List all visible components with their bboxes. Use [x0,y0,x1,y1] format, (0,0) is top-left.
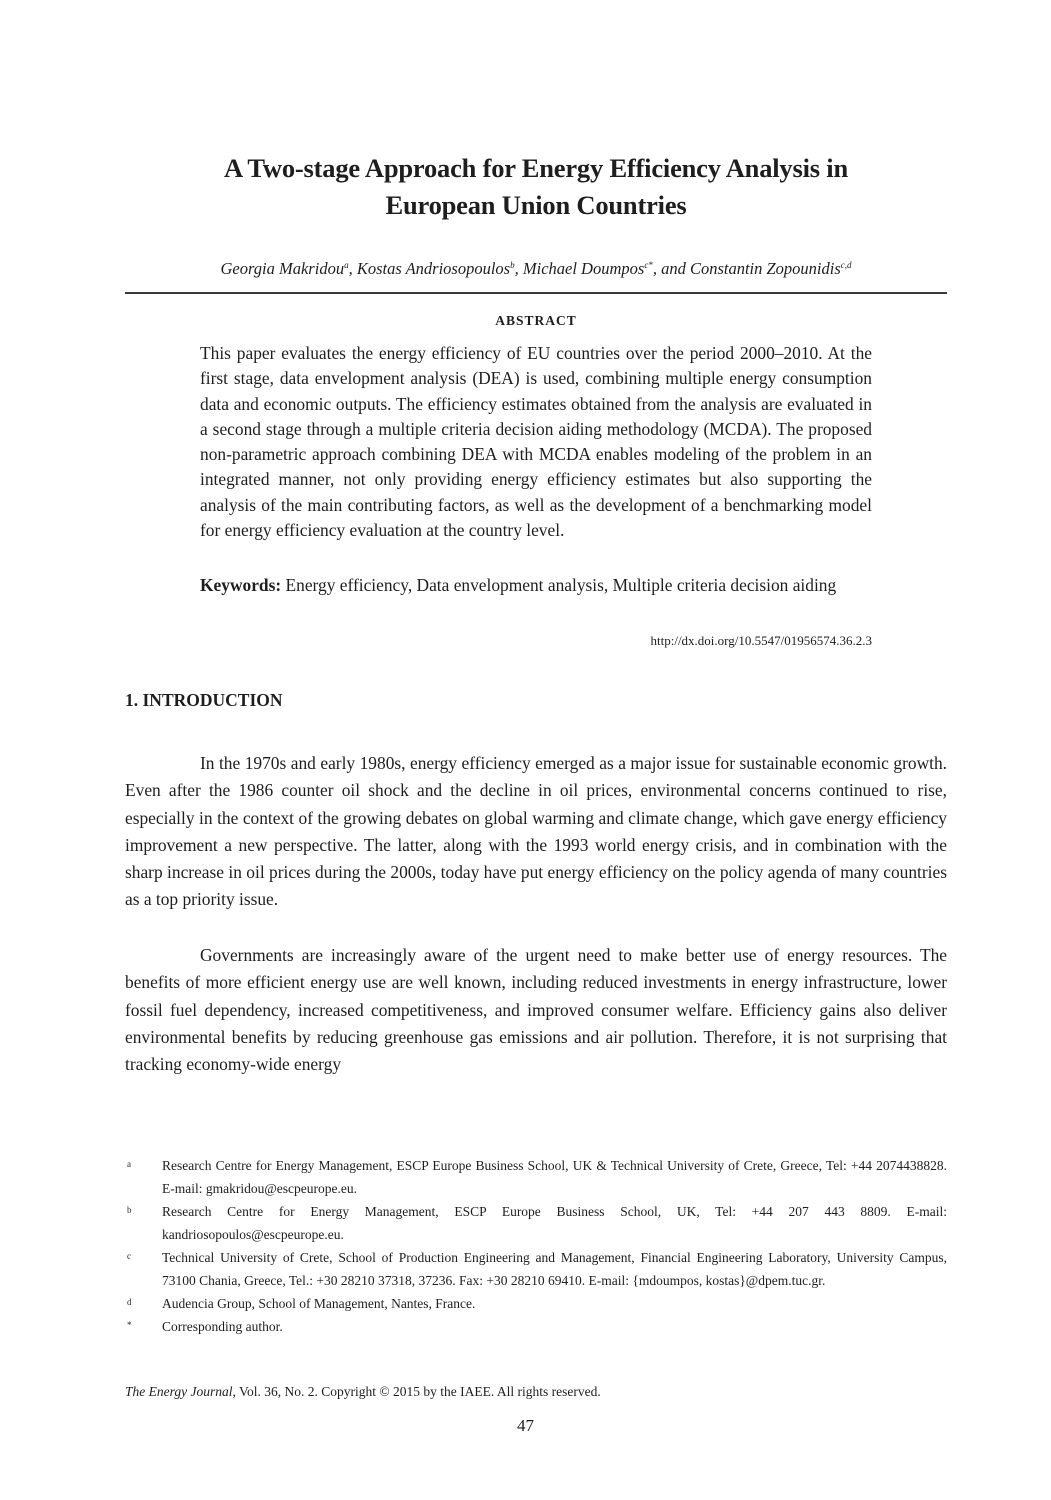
author-name: Constantin Zopounidis [689,259,841,278]
footnote-mark: a [127,1159,131,1169]
footnote-mark: b [127,1205,132,1215]
author-affiliation-mark: a [344,260,349,270]
footnote-text: Corresponding author. [162,1319,283,1334]
author-affiliation-mark: b [510,260,515,270]
footnote-text: Audencia Group, School of Management, Nantes, France. [162,1296,476,1311]
author-affiliation-mark: c,d [840,260,852,270]
footnote-mark: * [127,1320,132,1330]
body-paragraph: Governments are increasingly aware of the urgent need to make better use of energy resources. The benefits of more efficient energy use are well known, including reduced investments in energy infrastructure, lower fossil fuel dependency, increased competitiveness, and improved consumer welfare. Efficiency gains also deliver environmental benefits by reducing greenhouse gas emissions and air pollution. Therefore, it is not surprising that tracking economy-wide energy [125,945,947,1075]
keywords [200,573,872,598]
title-line-1: A Two-stage Approach for Energy Efficiency Analysis in [223,153,848,183]
author-name: Kostas Andriosopoulos [356,259,511,278]
header-divider [125,292,947,294]
footnote-mark: d [127,1297,132,1307]
footnote-mark: c [127,1251,131,1261]
title-line-2: European Union Countries [385,190,687,220]
abstract-body: This paper evaluates the energy efficiency of EU countries over the period 2000–2010. At the first stage, data envelopment analysis (DEA) is used, combining multiple energy consumption data and economic outputs. The efficiency estimates obtained from the analysis are evaluated in a second stage through a multiple criteria decision aiding methodology (MCDA). The proposed non-parametric approach combining DEA with MCDA enables modeling of the problem in an integrated manner, not only providing energy efficiency estimates but also supporting the analysis of the main contributing factors, as well as the development of a benchmarking model for energy efficiency evaluation at the country level. [200,343,872,541]
abstract-heading: ABSTRACT [495,313,577,328]
keywords-label: Keywords: [200,575,282,595]
body-paragraph: In the 1970s and early 1980s, energy efficiency emerged as a major issue for sustainable economic growth. Even after the 1986 counter oil shock and the decline in oil prices, environmental concerns continued to rise, especially in the context of the growing debates on global warming and climate change, which gave energy efficiency improvement a new perspective. The latter, along with the 1993 world energy crisis, and in combination with the sharp increase in oil prices during the 2000s, today have put energy efficiency on the policy agenda of many countries as a top priority issue. [125,753,947,910]
footnote [125,1315,947,1338]
paper-title [125,150,947,224]
journal-details: , Vol. 36, No. 2. Copyright © 2015 by the IAEE. All rights reserved. [232,1384,601,1399]
author-name: Georgia Makridou [220,259,345,278]
footnotes [125,1154,947,1338]
keywords-text: Energy efficiency, Data envelopment analysis, Multiple criteria decision aiding [281,575,837,595]
author-list [125,258,947,280]
doi-link[interactable]: http://dx.doi.org/10.5547/01956574.36.2.3 [650,633,872,648]
author-separator: , [348,259,357,278]
author-separator: , and [652,259,690,278]
footnote-text: Technical University of Crete, School of Production Engineering and Management, Financial Engineering Laboratory, University Campus, 73100 Chania, Greece, Tel.: +30 28210 37318, 37236. Fax: +30 28210 69410. E-mail: {mdoumpos, kostas}@dpem.tuc.gr. [162,1250,947,1288]
section-heading-introduction: 1. INTRODUCTION [125,690,283,710]
author-affiliation-mark: c* [644,260,653,270]
footnote [125,1292,947,1315]
author-name: Michael Doumpos [522,259,645,278]
author-separator: , [514,259,523,278]
footnote-text: Research Centre for Energy Management, ESCP Europe Business School, UK & Technical University of Crete, Greece, Tel: +44 2074438828. E-mail: gmakridou@escpeurope.eu. [162,1158,947,1196]
footnote [125,1200,947,1246]
footnote [125,1246,947,1292]
page-number: 47 [517,1416,534,1435]
footnote [125,1154,947,1200]
journal-name: The Energy Journal [125,1384,233,1399]
journal-citation [125,1382,601,1402]
footnote-text: Research Centre for Energy Management, ESCP Europe Business School, UK, Tel: +44 207 443 8809. E-mail: kandriosopoulos@escpeurope.eu. [162,1204,947,1242]
